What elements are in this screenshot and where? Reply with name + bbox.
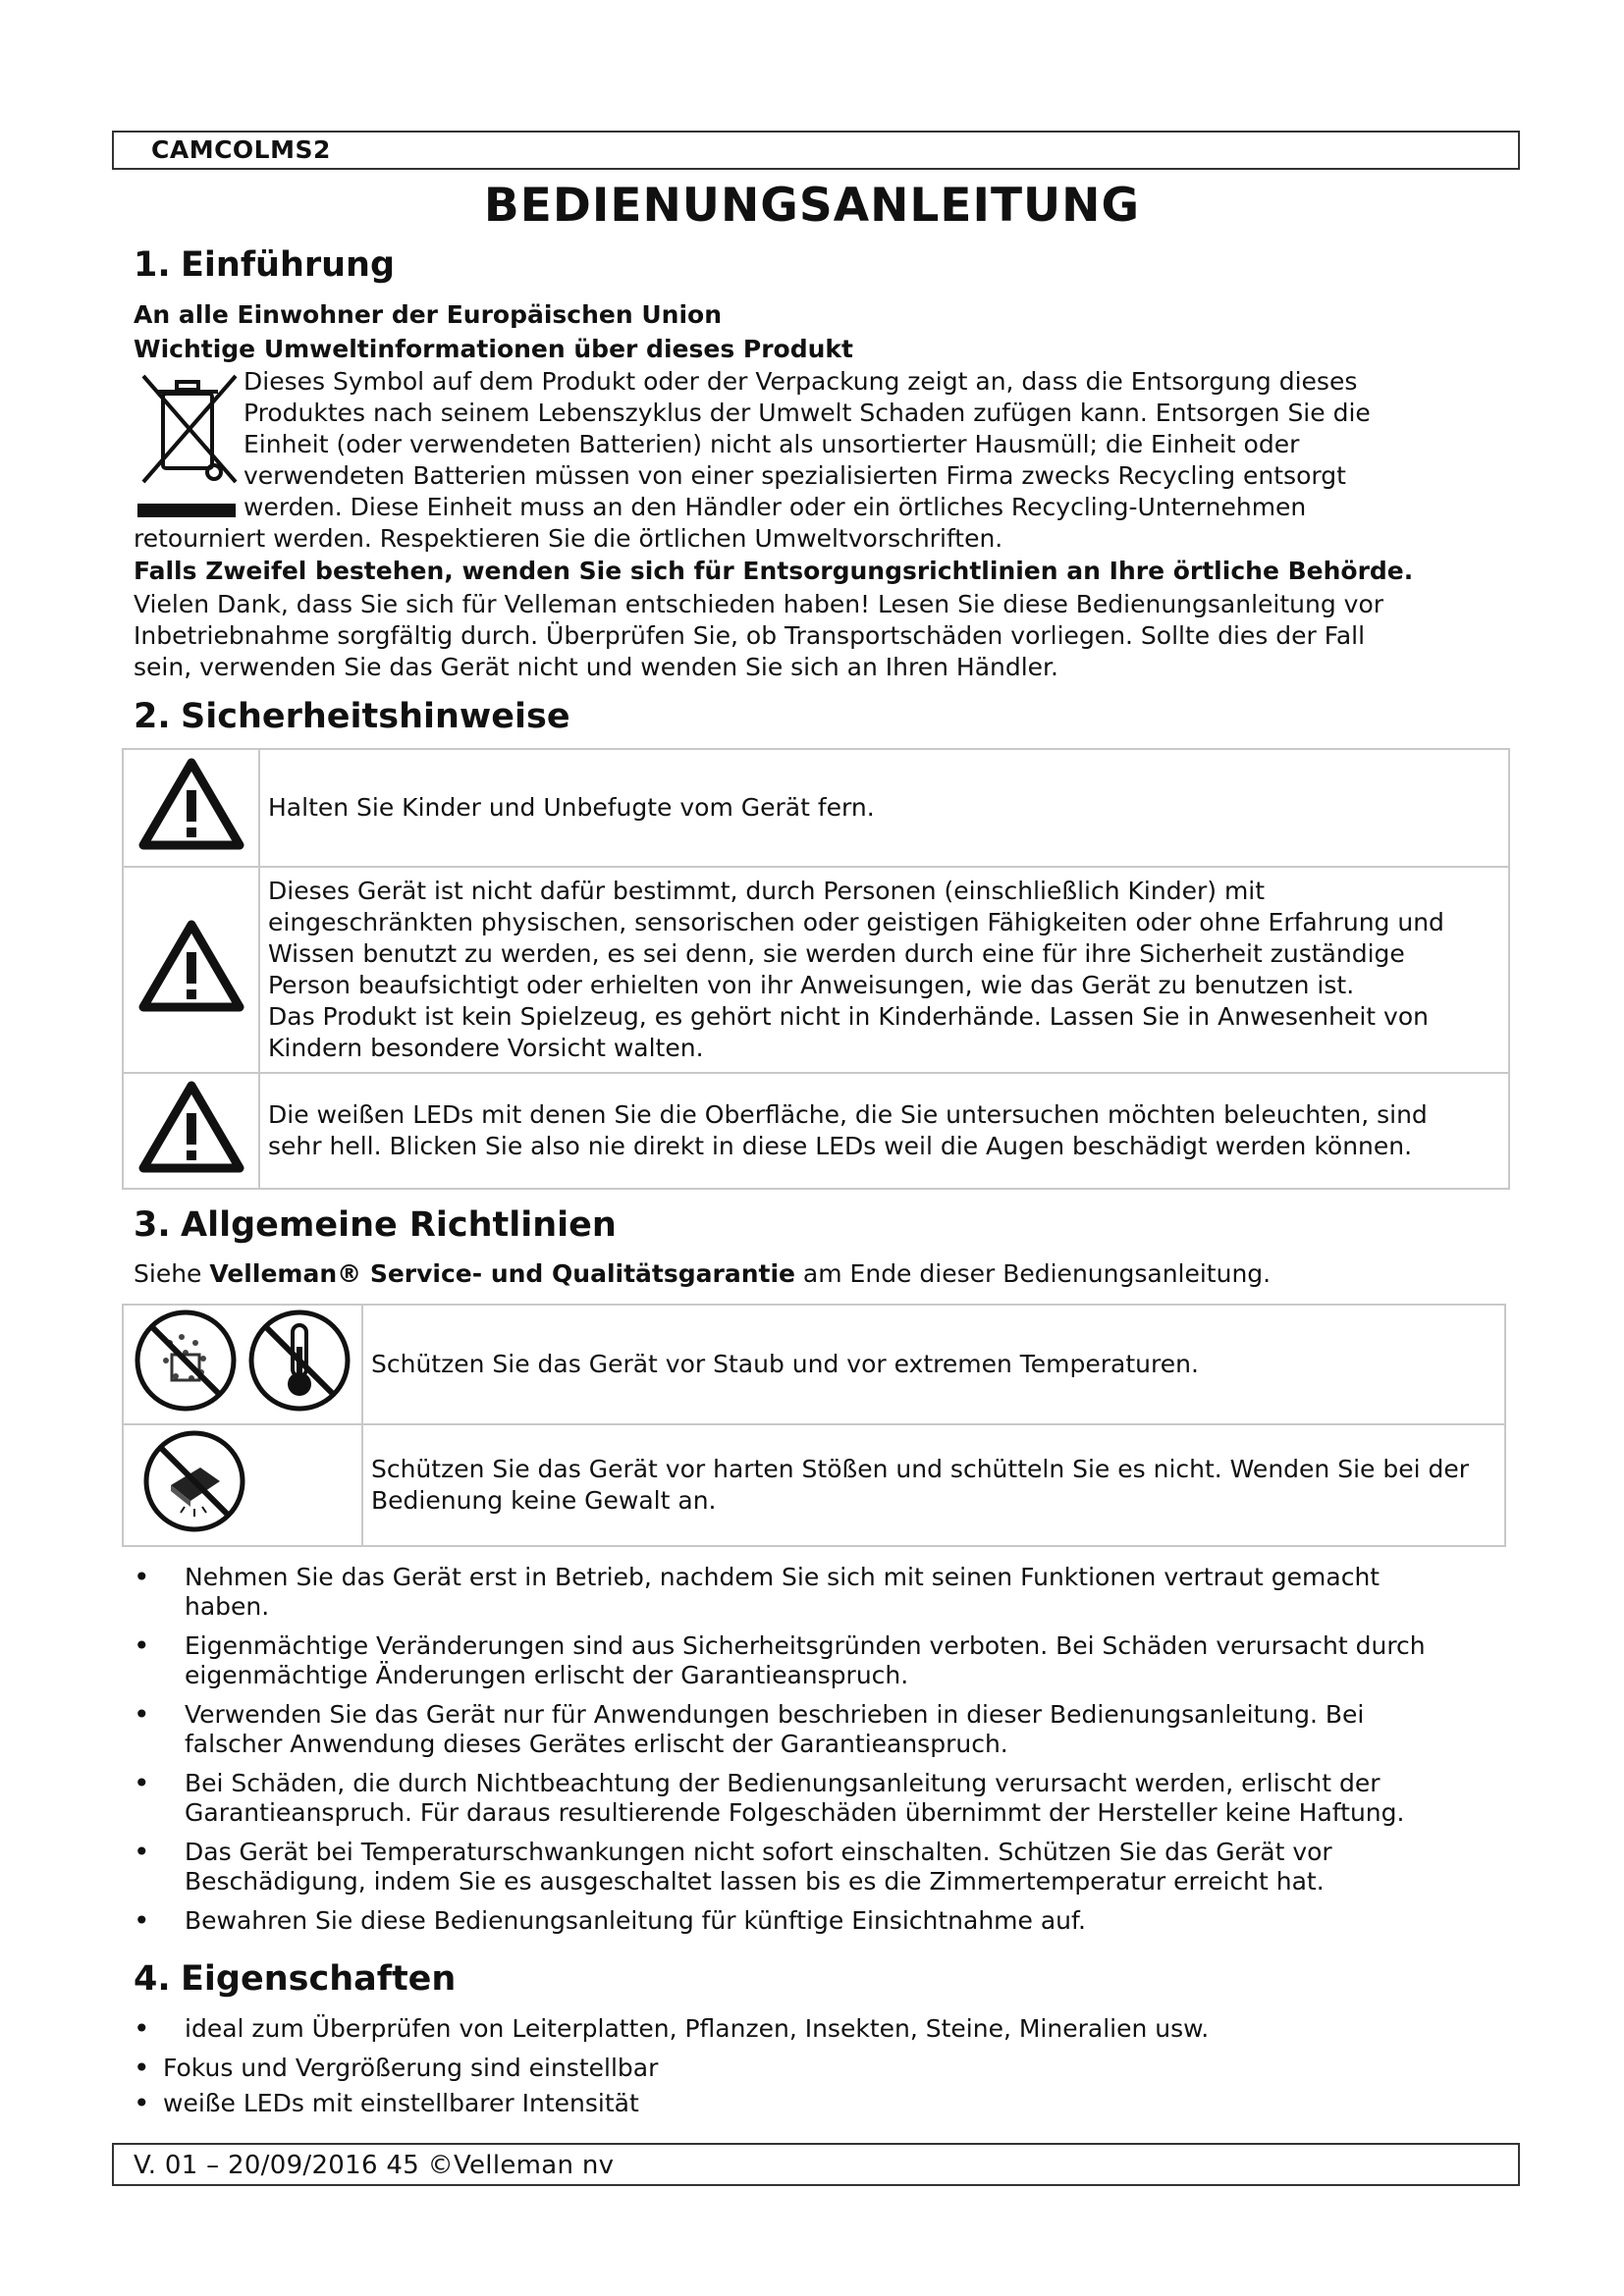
feature-item: • Fokus und Vergrößerung sind einstellbar (134, 2054, 1469, 2083)
env-heading: Wichtige Umweltinformationen über dieses Produkt (134, 335, 853, 363)
section-heading-2: 2. Sicherheitshinweise (134, 697, 570, 736)
guideline-text-line: Schützen Sie das Gerät vor Staub und vor extremen Temperaturen. (371, 1350, 1199, 1378)
guarantee-intro: Siehe Velleman® Service- und Qualitätsgarantie am Ende dieser Bedienungsanleitung. (134, 1259, 1272, 1288)
thanks-line: Vielen Dank, dass Sie sich für Velleman entschieden haben! Lesen Sie diese Bedienungsanleitung vor (134, 590, 1384, 618)
features-list (134, 2014, 1469, 2124)
safety-text-line: Dieses Gerät ist nicht dafür bestimmt, durch Personen (einschließlich Kinder) mit (268, 877, 1266, 905)
weee-text-line: verwendeten Batterien müssen von einer spezialisierten Firma zwecks Recycling entsorgt (244, 461, 1346, 490)
guidelines-bullet-list (134, 1563, 1469, 1946)
weee-text-line: werden. Diese Einheit muss an den Händler oder ein örtliches Recycling-Unternehmen (244, 493, 1307, 521)
safety-text-line: Die weißen LEDs mit denen Sie die Oberfläche, die Sie untersuchen möchten beleuchten, sind (268, 1100, 1428, 1129)
section-heading-1: 1. Einführung (134, 245, 396, 285)
weee-text-line: Einheit (oder verwendeten Batterien) nicht als unsortierter Hausmüll; die Einheit oder (244, 430, 1300, 458)
section-heading-3: 3. Allgemeine Richtlinien (134, 1205, 617, 1245)
warning-icon (137, 1080, 245, 1174)
list-item: • Bewahren Sie diese Bedienungsanleitung für künftige Einsichtnahme auf. (134, 1906, 1469, 1936)
weee-text-line: retourniert werden. Respektieren Sie die örtlichen Umweltvorschriften. (134, 524, 1003, 553)
safety-text-line: sehr hell. Blicken Sie also nie direkt in diese LEDs weil die Augen beschädigt werden können. (268, 1132, 1413, 1160)
guideline-text-line: Schützen Sie das Gerät vor harten Stößen und schütteln Sie es nicht. Wenden Sie bei der (371, 1455, 1470, 1483)
feature-item: • weiße LEDs mit einstellbarer Intensität (134, 2089, 1469, 2118)
footer-version: V. 01 – 20/09/2016 45 ©Velleman nv (134, 2151, 615, 2180)
eu-heading: An alle Einwohner der Europäischen Union (134, 300, 723, 329)
safety-text-line: Das Produkt ist kein Spielzeug, es gehört nicht in Kinderhände. Lassen Sie in Anwesenheit von (268, 1002, 1429, 1031)
header-box (112, 131, 1520, 170)
doubt-text: Falls Zweifel bestehen, wenden Sie sich für Entsorgungsrichtlinien an Ihre örtliche Behörde. (134, 557, 1414, 585)
safety-table (122, 748, 1510, 1190)
list-item: • Nehmen Sie das Gerät erst in Betrieb, nachdem Sie sich mit seinen Funktionen vertraut gemacht haben. (134, 1563, 1469, 1622)
section-heading-4: 4. Eigenschaften (134, 1959, 457, 1999)
page-title: BEDIENUNGSANLEITUNG (483, 179, 1141, 233)
thanks-line: Inbetriebnahme sorgfältig durch. Überprüfen Sie, ob Transportschäden vorliegen. Sollte dies der Fall (134, 621, 1366, 650)
guideline-text-line: Bedienung keine Gewalt an. (371, 1486, 717, 1515)
model-code: CAMCOLMS2 (151, 135, 331, 164)
list-item: • Verwenden Sie das Gerät nur für Anwendungen beschrieben in dieser Bedienungsanleitung. Bei falscher Anwendung dieses Gerätes erlischt der Garantieanspruch. (134, 1700, 1469, 1759)
no-dust-icon (133, 1308, 239, 1414)
safety-text-line: eingeschränkten physischen, sensorischen oder geistigen Fähigkeiten oder ohne Erfahrung und (268, 908, 1444, 936)
safety-row (123, 1073, 1509, 1189)
list-item: • Das Gerät bei Temperaturschwankungen nicht sofort einschalten. Schützen Sie das Gerät vor Beschädigung, indem Sie es ausgeschaltet lassen bis es die Zimmertemperatur erreicht hat. (134, 1838, 1469, 1896)
guarantee-reference: Velleman® Service- und Qualitätsgarantie (209, 1259, 795, 1288)
guideline-row (123, 1424, 1505, 1546)
warning-icon (137, 757, 245, 851)
footer-box (112, 2143, 1520, 2186)
no-temperature-icon (246, 1308, 352, 1414)
thanks-line: sein, verwenden Sie das Gerät nicht und wenden Sie sich an Ihren Händler. (134, 653, 1058, 681)
list-item: • Bei Schäden, die durch Nichtbeachtung der Bedienungsanleitung verursacht werden, erlischt der Garantieanspruch. Für daraus resultierende Folgeschäden übernimmt der Hersteller keine Haftung. (134, 1769, 1469, 1828)
guideline-row (123, 1305, 1505, 1424)
safety-text-line: Halten Sie Kinder und Unbefugte vom Gerät fern. (268, 793, 875, 822)
no-shock-icon (141, 1428, 247, 1534)
safety-row (123, 867, 1509, 1073)
safety-text-line: Person beaufsichtigt oder erhielten von ihr Anweisungen, wie das Gerät zu benutzen ist. (268, 971, 1355, 999)
safety-text-line: Wissen benutzt zu werden, es sei denn, sie werden durch eine für ihre Sicherheit zuständige (268, 939, 1405, 968)
safety-row (123, 749, 1509, 867)
crossed-bin-icon (134, 366, 244, 523)
safety-text-line: Kindern besondere Vorsicht walten. (268, 1034, 704, 1062)
list-item: • Eigenmächtige Veränderungen sind aus Sicherheitsgründen verboten. Bei Schäden verursacht durch eigenmächtige Änderungen erlischt der Garantieanspruch. (134, 1631, 1469, 1690)
feature-item: • ideal zum Überprüfen von Leiterplatten, Pflanzen, Insekten, Steine, Mineralien usw. (134, 2014, 1469, 2044)
guidelines-table (122, 1304, 1506, 1547)
weee-text-line: Dieses Symbol auf dem Produkt oder der Verpackung zeigt an, dass die Entsorgung dieses (244, 367, 1358, 396)
warning-icon (137, 919, 245, 1013)
weee-text-line: Produktes nach seinem Lebenszyklus der Umwelt Schaden zufügen kann. Entsorgen Sie die (244, 399, 1371, 427)
